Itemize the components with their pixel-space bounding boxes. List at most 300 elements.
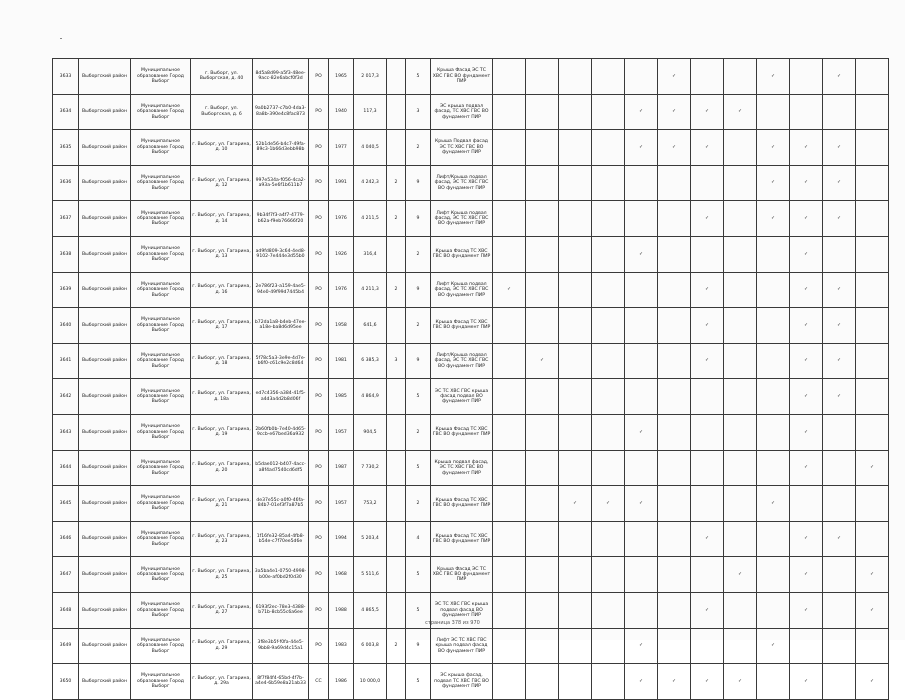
- mark-cell: [856, 521, 889, 557]
- district-cell: Выборгский район: [79, 165, 131, 201]
- floors-cell: 2: [406, 130, 431, 166]
- row-number: 3643: [53, 414, 79, 450]
- works-cell: Лифт/Крыша подвал фасад, ЭС ТС ХВС ГВС ВО фундамент ПИР: [431, 165, 493, 201]
- checkmark-icon: ✓: [790, 450, 823, 486]
- mark-cell: [790, 94, 823, 130]
- house-id-cell: 52b1de56-b4c7-49fa-89c3-1b66d3ebb98b: [253, 130, 309, 166]
- district-cell: Выборгский район: [79, 486, 131, 522]
- district-cell: Выборгский район: [79, 379, 131, 415]
- mark-cell: [856, 628, 889, 664]
- mark-cell: [592, 521, 625, 557]
- area-cell: 117,3: [354, 94, 387, 130]
- mark-cell: [559, 379, 592, 415]
- house-id-cell: 2e786f23-a159-4ae5-94e0-49f99d7445b4: [253, 272, 309, 308]
- checkmark-icon: ✓: [625, 236, 658, 272]
- checkmark-icon: ✓: [790, 130, 823, 166]
- mark-cell: [757, 664, 790, 700]
- checkmark-icon: ✓: [691, 592, 724, 628]
- mark-cell: [658, 414, 691, 450]
- type-cell: РО: [309, 414, 329, 450]
- mark-cell: [724, 343, 757, 379]
- row-number: 3635: [53, 130, 79, 166]
- entrances-cell: [387, 486, 406, 522]
- district-cell: Выборгский район: [79, 94, 131, 130]
- mark-cell: [592, 379, 625, 415]
- house-id-cell: ed7c4356-a384-41f5-a4d3a4d2b8d06f: [253, 379, 309, 415]
- entrances-cell: [387, 664, 406, 700]
- mark-cell: [691, 450, 724, 486]
- mark-cell: [658, 272, 691, 308]
- table-row: [53, 521, 889, 557]
- year-cell: 1981: [329, 343, 354, 379]
- address-cell: г. Выборг, ул. Гагарина, д. 16: [191, 272, 253, 308]
- scan-speck: [60, 38, 62, 39]
- checkmark-icon: ✓: [823, 521, 856, 557]
- type-cell: РО: [309, 628, 329, 664]
- checkmark-icon: ✓: [856, 450, 889, 486]
- mark-cell: [790, 486, 823, 522]
- mark-cell: [724, 201, 757, 237]
- entrances-cell: [387, 130, 406, 166]
- address-cell: г. Выборг, ул. Гагарина, д. 21: [191, 486, 253, 522]
- checkmark-icon: ✓: [658, 664, 691, 700]
- mark-cell: [856, 94, 889, 130]
- municipality-cell: Муниципальное образование Город Выборг: [131, 165, 191, 201]
- entrances-cell: 2: [387, 272, 406, 308]
- mark-cell: [724, 308, 757, 344]
- mark-cell: [592, 165, 625, 201]
- address-cell: г. Выборг, ул. Гагарина, д. 17: [191, 308, 253, 344]
- row-number: 3637: [53, 201, 79, 237]
- checkmark-icon: ✓: [823, 130, 856, 166]
- table-row: [53, 308, 889, 344]
- type-cell: РО: [309, 94, 329, 130]
- area-cell: 4 865,5: [354, 592, 387, 628]
- year-cell: 1926: [329, 236, 354, 272]
- checkmark-icon: ✓: [691, 664, 724, 700]
- checkmark-icon: ✓: [790, 308, 823, 344]
- checkmark-icon: ✓: [757, 201, 790, 237]
- mark-cell: [691, 165, 724, 201]
- type-cell: СС: [309, 664, 329, 700]
- checkmark-icon: ✓: [625, 628, 658, 664]
- district-cell: Выборгский район: [79, 414, 131, 450]
- mark-cell: [856, 165, 889, 201]
- checkmark-icon: ✓: [691, 201, 724, 237]
- mark-cell: [625, 59, 658, 95]
- checkmark-icon: ✓: [823, 379, 856, 415]
- house-id-cell: 3f8e3b5f-f0fa-44e5-9bb8-9a69d4c15a1: [253, 628, 309, 664]
- mark-cell: [592, 628, 625, 664]
- checkmark-icon: ✓: [526, 343, 559, 379]
- floors-cell: 2: [406, 236, 431, 272]
- row-number: 3649: [53, 628, 79, 664]
- mark-cell: [724, 414, 757, 450]
- year-cell: 1988: [329, 592, 354, 628]
- entrances-cell: [387, 557, 406, 593]
- checkmark-icon: ✓: [658, 59, 691, 95]
- mark-cell: [724, 379, 757, 415]
- house-id-cell: 9a0b2737-c7b0-4da3-8a8b-390e4c8fac873: [253, 94, 309, 130]
- address-cell: г. Выборг, ул. Гагарина, д. 20: [191, 450, 253, 486]
- mark-cell: [526, 628, 559, 664]
- checkmark-icon: ✓: [757, 130, 790, 166]
- checkmark-icon: ✓: [757, 628, 790, 664]
- checkmark-icon: ✓: [691, 272, 724, 308]
- mark-cell: [658, 165, 691, 201]
- entrances-cell: [387, 450, 406, 486]
- table-row: [53, 664, 889, 700]
- mark-cell: [493, 343, 526, 379]
- checkmark-icon: ✓: [823, 308, 856, 344]
- table-row: [53, 628, 889, 664]
- type-cell: РО: [309, 308, 329, 344]
- works-cell: Крыша Фасад ТС ХВС ГВС ВО фундамент ПИР: [431, 236, 493, 272]
- mark-cell: [493, 130, 526, 166]
- type-cell: РО: [309, 557, 329, 593]
- year-cell: 1983: [329, 628, 354, 664]
- checkmark-icon: ✓: [625, 130, 658, 166]
- mark-cell: [757, 450, 790, 486]
- mark-cell: [526, 557, 559, 593]
- mark-cell: [724, 450, 757, 486]
- year-cell: 1985: [329, 379, 354, 415]
- mark-cell: [757, 557, 790, 593]
- checkmark-icon: ✓: [790, 664, 823, 700]
- mark-cell: [757, 94, 790, 130]
- area-cell: 5 203,4: [354, 521, 387, 557]
- mark-cell: [493, 379, 526, 415]
- checkmark-icon: ✓: [790, 343, 823, 379]
- works-cell: Лифт Крыша подвал фасад, ЭС ТС ХВС ГВС ВО фундамент ПИР: [431, 272, 493, 308]
- entrances-cell: 2: [387, 201, 406, 237]
- row-number: 3644: [53, 450, 79, 486]
- checkmark-icon: ✓: [757, 59, 790, 95]
- mark-cell: [559, 628, 592, 664]
- checkmark-icon: ✓: [625, 486, 658, 522]
- table-row: [53, 486, 889, 522]
- type-cell: РО: [309, 486, 329, 522]
- year-cell: 1976: [329, 272, 354, 308]
- mark-cell: [493, 414, 526, 450]
- area-cell: 5 511,6: [354, 557, 387, 593]
- register-table: [52, 58, 889, 700]
- mark-cell: [658, 628, 691, 664]
- mark-cell: [724, 59, 757, 95]
- mark-cell: [823, 414, 856, 450]
- checkmark-icon: ✓: [625, 94, 658, 130]
- floors-cell: 5: [406, 450, 431, 486]
- mark-cell: [592, 414, 625, 450]
- mark-cell: [625, 308, 658, 344]
- mark-cell: [691, 486, 724, 522]
- table-row: [53, 94, 889, 130]
- area-cell: 4 864,9: [354, 379, 387, 415]
- checkmark-icon: ✓: [691, 343, 724, 379]
- entrances-cell: [387, 236, 406, 272]
- district-cell: Выборгский район: [79, 236, 131, 272]
- checkmark-icon: ✓: [790, 521, 823, 557]
- area-cell: 904,5: [354, 414, 387, 450]
- municipality-cell: Муниципальное образование Город Выборг: [131, 308, 191, 344]
- mark-cell: [493, 165, 526, 201]
- house-id-cell: 8f7f84f4-65bd-4f7b-a4e4-6b59e8a21ab33: [253, 664, 309, 700]
- checkmark-icon: ✓: [856, 664, 889, 700]
- house-id-cell: 8d5a8d99-a5f3-48ee-9acc-82e6abcf0f3d: [253, 59, 309, 95]
- checkmark-icon: ✓: [724, 664, 757, 700]
- mark-cell: [493, 664, 526, 700]
- district-cell: Выборгский район: [79, 130, 131, 166]
- checkmark-icon: ✓: [691, 130, 724, 166]
- mark-cell: [526, 165, 559, 201]
- mark-cell: [625, 272, 658, 308]
- district-cell: Выборгский район: [79, 592, 131, 628]
- area-cell: 4 211,3: [354, 272, 387, 308]
- mark-cell: [592, 557, 625, 593]
- mark-cell: [559, 201, 592, 237]
- checkmark-icon: ✓: [856, 557, 889, 593]
- address-cell: г. Выборг, ул. Гагарина, д. 27: [191, 592, 253, 628]
- works-cell: ЭС ТС ХВС ГВС крыша фасад подвал ВО фундамент ПИР: [431, 379, 493, 415]
- mark-cell: [526, 59, 559, 95]
- mark-cell: [592, 272, 625, 308]
- mark-cell: [592, 130, 625, 166]
- year-cell: 1991: [329, 165, 354, 201]
- year-cell: 1986: [329, 664, 354, 700]
- mark-cell: [559, 414, 592, 450]
- table-row: [53, 343, 889, 379]
- mark-cell: [559, 521, 592, 557]
- district-cell: Выборгский район: [79, 450, 131, 486]
- checkmark-icon: ✓: [790, 272, 823, 308]
- address-cell: г. Выборг, ул. Выборгская, д. 6: [191, 94, 253, 130]
- checkmark-icon: ✓: [790, 379, 823, 415]
- municipality-cell: Муниципальное образование Город Выборг: [131, 94, 191, 130]
- mark-cell: [493, 59, 526, 95]
- municipality-cell: Муниципальное образование Город Выборг: [131, 592, 191, 628]
- entrances-cell: [387, 414, 406, 450]
- table-row: [53, 59, 889, 95]
- floors-cell: 2: [406, 486, 431, 522]
- table-row: [53, 201, 889, 237]
- year-cell: 1977: [329, 130, 354, 166]
- mark-cell: [625, 379, 658, 415]
- checkmark-icon: ✓: [790, 201, 823, 237]
- entrances-cell: 3: [387, 343, 406, 379]
- address-cell: г. Выборг, ул. Гагарина, д. 19: [191, 414, 253, 450]
- mark-cell: [526, 130, 559, 166]
- mark-cell: [790, 59, 823, 95]
- address-cell: г. Выборг, ул. Гагарина, д. 29: [191, 628, 253, 664]
- district-cell: Выборгский район: [79, 201, 131, 237]
- house-id-cell: 2b60fb0b-7e40-4d65-9ccb-e67bed36a932: [253, 414, 309, 450]
- house-id-cell: 3a5ba4e1-0750-4998-b00e-af0bd2f0d30: [253, 557, 309, 593]
- district-cell: Выборгский район: [79, 59, 131, 95]
- checkmark-icon: ✓: [625, 414, 658, 450]
- row-number: 3640: [53, 308, 79, 344]
- house-id-cell: b5dae012-b407-4acc-a8f4ad7540cd6df5: [253, 450, 309, 486]
- mark-cell: [658, 236, 691, 272]
- checkmark-icon: ✓: [790, 557, 823, 593]
- mark-cell: [559, 557, 592, 593]
- year-cell: 1958: [329, 308, 354, 344]
- mark-cell: [559, 236, 592, 272]
- address-cell: г. Выборг, ул. Гагарина, д. 12: [191, 165, 253, 201]
- entrances-cell: [387, 379, 406, 415]
- mark-cell: [658, 486, 691, 522]
- row-number: 3647: [53, 557, 79, 593]
- mark-cell: [526, 379, 559, 415]
- checkmark-icon: ✓: [625, 664, 658, 700]
- works-cell: ЭС крыша фасад, подвал ТС ХВС ГВС ВО фундамент ПИР: [431, 664, 493, 700]
- mark-cell: [559, 94, 592, 130]
- type-cell: РО: [309, 59, 329, 95]
- checkmark-icon: ✓: [757, 165, 790, 201]
- mark-cell: [757, 343, 790, 379]
- mark-cell: [724, 272, 757, 308]
- address-cell: г. Выборг, ул. Гагарина, д. 29а: [191, 664, 253, 700]
- municipality-cell: Муниципальное образование Город Выборг: [131, 414, 191, 450]
- checkmark-icon: ✓: [559, 486, 592, 522]
- checkmark-icon: ✓: [823, 165, 856, 201]
- mark-cell: [823, 557, 856, 593]
- area-cell: 316,4: [354, 236, 387, 272]
- municipality-cell: Муниципальное образование Город Выборг: [131, 557, 191, 593]
- year-cell: 1957: [329, 486, 354, 522]
- municipality-cell: Муниципальное образование Город Выборг: [131, 343, 191, 379]
- works-cell: Лифт Крыша подвал фасад, ЭС ТС ХВС ГВС ВО фундамент ПИР: [431, 201, 493, 237]
- mark-cell: [658, 557, 691, 593]
- area-cell: 4 242,3: [354, 165, 387, 201]
- checkmark-icon: ✓: [790, 165, 823, 201]
- type-cell: РО: [309, 201, 329, 237]
- table-row: [53, 130, 889, 166]
- floors-cell: 3: [406, 94, 431, 130]
- type-cell: РО: [309, 236, 329, 272]
- table-row: [53, 379, 889, 415]
- type-cell: РО: [309, 343, 329, 379]
- checkmark-icon: ✓: [691, 308, 724, 344]
- year-cell: 1994: [329, 521, 354, 557]
- mark-cell: [592, 343, 625, 379]
- row-number: 3636: [53, 165, 79, 201]
- mark-cell: [559, 165, 592, 201]
- checkmark-icon: ✓: [823, 343, 856, 379]
- mark-cell: [493, 628, 526, 664]
- works-cell: Крыша Фасад ЭС ТС ХВС ГВС ВО фундамент ПИР: [431, 557, 493, 593]
- works-cell: Крыша Фасад ТС ХВС ГВС ВО фундамент ПИР: [431, 521, 493, 557]
- works-cell: Крыша Подвал фасад ЭС ТС ХВС ГВС ВО фундамент ПИР: [431, 130, 493, 166]
- table-row: [53, 165, 889, 201]
- district-cell: Выборгский район: [79, 664, 131, 700]
- mark-cell: [625, 521, 658, 557]
- year-cell: 1940: [329, 94, 354, 130]
- mark-cell: [592, 236, 625, 272]
- floors-cell: 9: [406, 201, 431, 237]
- municipality-cell: Муниципальное образование Город Выборг: [131, 272, 191, 308]
- works-cell: ЭС крыша подвал фасад, ТС ХВС ГВС ВО фундамент ПИР: [431, 94, 493, 130]
- area-cell: 753,2: [354, 486, 387, 522]
- mark-cell: [790, 628, 823, 664]
- district-cell: Выборгский район: [79, 308, 131, 344]
- district-cell: Выборгский район: [79, 343, 131, 379]
- mark-cell: [526, 450, 559, 486]
- mark-cell: [856, 272, 889, 308]
- row-number: 3646: [53, 521, 79, 557]
- mark-cell: [724, 521, 757, 557]
- mark-cell: [625, 201, 658, 237]
- mark-cell: [856, 130, 889, 166]
- checkmark-icon: ✓: [724, 94, 757, 130]
- municipality-cell: Муниципальное образование Город Выборг: [131, 379, 191, 415]
- row-number: 3650: [53, 664, 79, 700]
- page-footer: страница 378 из 970: [425, 620, 480, 626]
- mark-cell: [592, 664, 625, 700]
- mark-cell: [757, 414, 790, 450]
- area-cell: 6 003,8: [354, 628, 387, 664]
- mark-cell: [658, 521, 691, 557]
- row-number: 3648: [53, 592, 79, 628]
- district-cell: Выборгский район: [79, 628, 131, 664]
- mark-cell: [625, 557, 658, 593]
- mark-cell: [559, 272, 592, 308]
- floors-cell: 5: [406, 379, 431, 415]
- mark-cell: [823, 236, 856, 272]
- works-cell: Крыша Фасад ТС ХВС ГВС ВО фундамент ПИР: [431, 486, 493, 522]
- entrances-cell: 2: [387, 165, 406, 201]
- year-cell: 1987: [329, 450, 354, 486]
- mark-cell: [559, 59, 592, 95]
- checkmark-icon: ✓: [790, 414, 823, 450]
- mark-cell: [592, 94, 625, 130]
- table-row: [53, 557, 889, 593]
- mark-cell: [559, 308, 592, 344]
- area-cell: 4 040,5: [354, 130, 387, 166]
- mark-cell: [658, 201, 691, 237]
- municipality-cell: Муниципальное образование Город Выборг: [131, 201, 191, 237]
- house-id-cell: b72da1a8-b4eb-47ee-a18e-ba8d6d95ee: [253, 308, 309, 344]
- mark-cell: [856, 236, 889, 272]
- mark-cell: [691, 414, 724, 450]
- works-cell: Лифт/Крыша подвал фасад, ЭС ТС ХВС ГВС ВО фундамент ПИР: [431, 343, 493, 379]
- floors-cell: 5: [406, 59, 431, 95]
- area-cell: 641,6: [354, 308, 387, 344]
- mark-cell: [526, 486, 559, 522]
- address-cell: г. Выборг, ул. Гагарина, д. 18а: [191, 379, 253, 415]
- mark-cell: [559, 343, 592, 379]
- house-id-cell: 997e534a-f056-4ca2-a93a-5e6f1b611b7: [253, 165, 309, 201]
- checkmark-icon: ✓: [493, 272, 526, 308]
- house-id-cell: 6193f2ec-78e3-4388-b71b-8cb55c6a6ee: [253, 592, 309, 628]
- row-number: 3633: [53, 59, 79, 95]
- mark-cell: [658, 308, 691, 344]
- checkmark-icon: ✓: [823, 59, 856, 95]
- table-row: [53, 272, 889, 308]
- municipality-cell: Муниципальное образование Город Выборг: [131, 130, 191, 166]
- mark-cell: [823, 664, 856, 700]
- mark-cell: [691, 236, 724, 272]
- row-number: 3639: [53, 272, 79, 308]
- area-cell: 10 000,0: [354, 664, 387, 700]
- mark-cell: [757, 379, 790, 415]
- row-number: 3645: [53, 486, 79, 522]
- mark-cell: [691, 628, 724, 664]
- floors-cell: 9: [406, 272, 431, 308]
- mark-cell: [724, 236, 757, 272]
- entrances-cell: [387, 94, 406, 130]
- area-cell: 6 385,3: [354, 343, 387, 379]
- checkmark-icon: ✓: [658, 130, 691, 166]
